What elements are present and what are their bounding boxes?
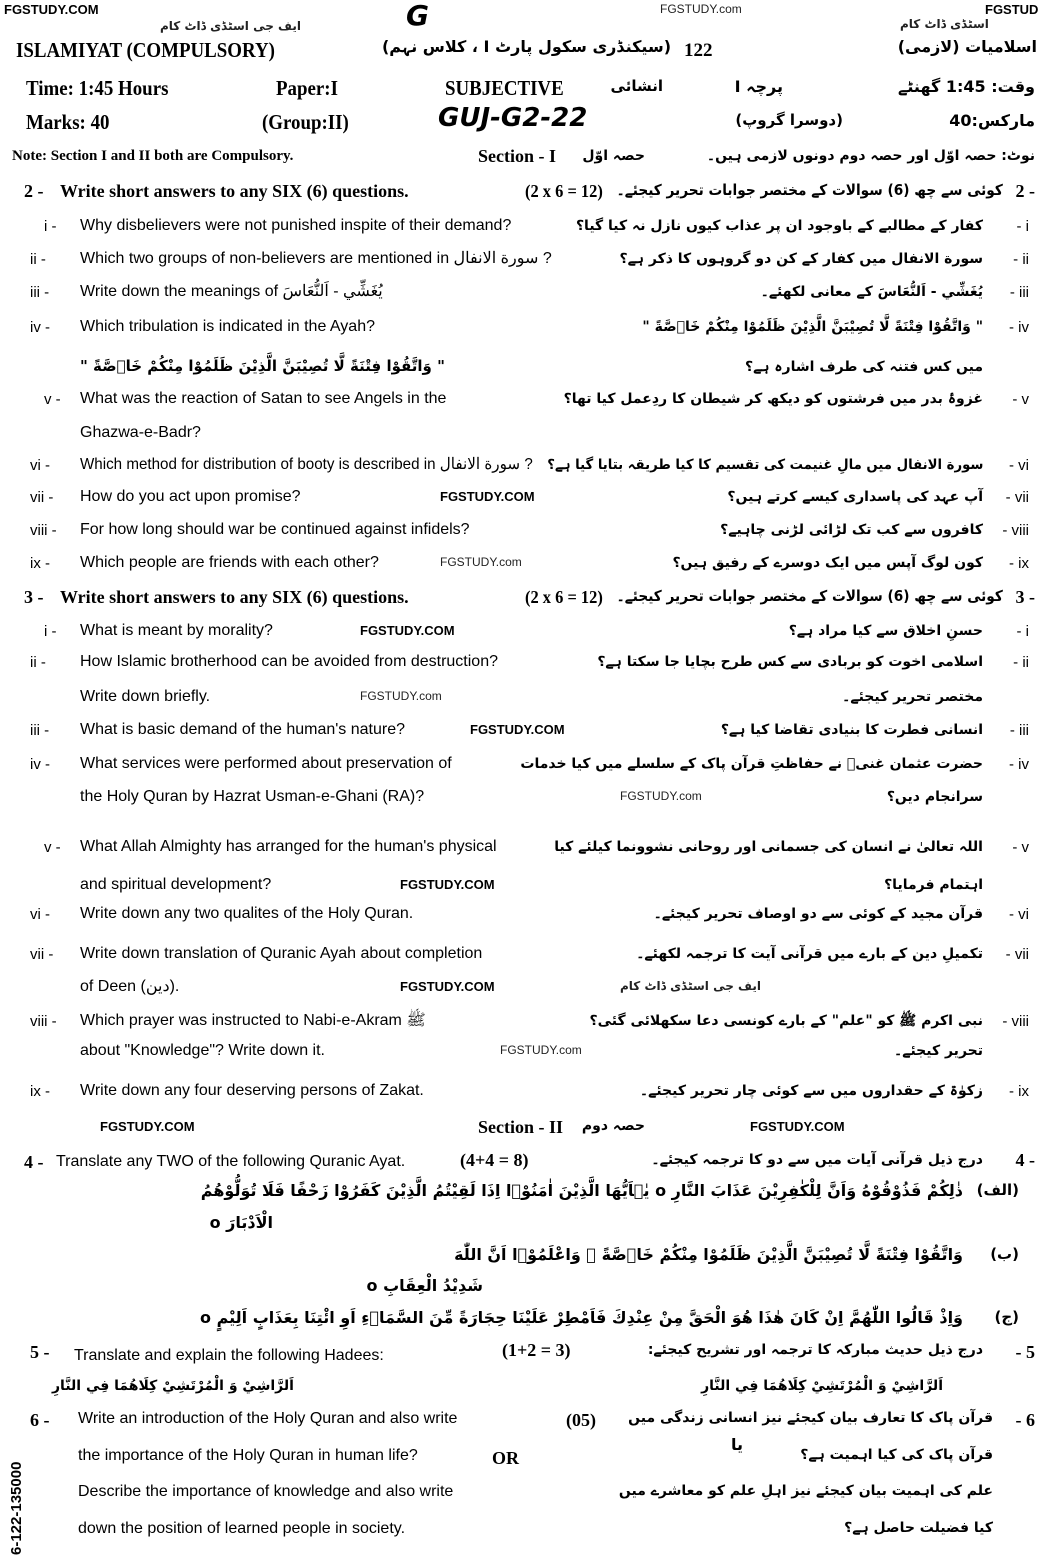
- q2-item-number-ur: iii -: [1009, 284, 1029, 301]
- q6-text-ur: علم کی اہمیت بیان کیجئے نیز اہلِ علم کو معاشرے میں: [618, 1483, 993, 1499]
- q3-item-number-ur: iv -: [1008, 756, 1029, 773]
- q5-title-en: Translate and explain the following Hadees:: [74, 1347, 384, 1364]
- q3-item-text-en: Write down translation of Quranic Ayah about completion: [80, 945, 483, 962]
- q6-number-ur: - 6: [1015, 1410, 1035, 1430]
- q2-item-number-ur: iv -: [1008, 319, 1029, 336]
- watermark: FGSTUDY.com: [360, 689, 442, 703]
- q4-number-ur: 4 -: [1015, 1150, 1035, 1170]
- q2-item-text-ur: آپ عہد کی پاسداری کیسے کرتے ہیں؟: [727, 489, 983, 505]
- q3-item-text-ur: تکمیلِ دین کے بارے میں قرآنی آیت کا ترجمہ لکھئے۔: [636, 946, 983, 962]
- handwritten-mark: G: [406, 0, 429, 32]
- watermark: FGSTUDY.COM: [750, 1119, 845, 1134]
- side-code: 6-122-135000: [8, 1461, 25, 1555]
- q2-item-text-ur: سورة الانفال میں کفار کے کن دو گروہوں کا ذکر ہے؟: [619, 251, 983, 267]
- q2-item-number-ur: v -: [1012, 391, 1029, 408]
- q3-item-text-ur: سرانجام دیں؟: [886, 789, 983, 805]
- watermark: FGSTUDY.COM: [440, 489, 535, 504]
- q3-item-number: vi -: [30, 906, 50, 923]
- watermark: FGSTUDY.COM: [4, 2, 99, 17]
- q2-item-number-ur: ix -: [1008, 555, 1029, 572]
- q2-item-number-ur: vi -: [1008, 457, 1029, 474]
- q2-marks: (2 x 6 = 12): [525, 181, 603, 201]
- q5-title-ur: درج ذیل حدیث مبارکہ کا ترجمہ اور تشریح کیجئے:: [647, 1342, 983, 1358]
- ayah-label: (ج): [994, 1308, 1019, 1326]
- q2-item-text-ur: کافروں سے کب تک لڑائی لڑنی چاہیے؟: [720, 522, 983, 538]
- q3-item-number: i -: [44, 623, 57, 640]
- note-en: Note: Section I and II both are Compulsory.: [12, 148, 294, 164]
- q2-item-number: vi -: [30, 457, 50, 474]
- q3-item-text-en: Write down briefly.: [80, 688, 211, 705]
- q2-item-text-ur: " وَاتَّقُوْا فِتْنَةً لَّا تُصِيْبَنَّ الَّذِيْنَ ظَلَمُوْا مِنْكُمْ خَاۗصَّةً ": [642, 319, 983, 335]
- q3-item-text-ur: انسانی فطرت کا بنیادی تقاضا کیا ہے؟: [720, 722, 983, 738]
- hadees-text-en-side: اَلرَّاشِيْ وَ الْمُرْتَشِيْ كِلَاهُمَا فِي النَّارِ: [52, 1378, 294, 1394]
- paper-ur: پرچہ I: [734, 77, 783, 96]
- q4-title-en: Translate any TWO of the following Quranic Ayat.: [56, 1153, 406, 1170]
- q3-item-text-en: Write down any four deserving persons of Zakat.: [80, 1082, 424, 1099]
- q2-item-text-en: Which tribulation is indicated in the Ayah?: [80, 318, 375, 335]
- q4-marks: (4+4 = 8): [460, 1150, 529, 1170]
- q3-item-text-en: and spiritual development?: [80, 876, 272, 893]
- q2-item-number: vii -: [30, 489, 54, 506]
- q2-item-text-en: Which two groups of non-believers are mentioned in سورة الانفال ?: [80, 250, 552, 267]
- q3-item-number: v -: [44, 839, 61, 856]
- q6-text-en: down the position of learned people in society.: [78, 1520, 406, 1537]
- quranic-ayah-text: وَاتَّقُوْا فِتْنَةً لَّا تُصِيْبَنَّ الَّذِيْنَ ظَلَمُوْا مِنْكُمْ خَاۗصَّةً ۚ وَاعْلَمُوْۤا اَنَّ اللّٰهَ: [454, 1245, 963, 1264]
- ayah-label: (الف): [976, 1181, 1019, 1199]
- q2-item-text-en: " وَاتَّقُوْا فِتْنَةً لَّا تُصِيْبَنَّ الَّذِيْنَ ظَلَمُوْا مِنْكُمْ خَاۗصَّةً ": [80, 357, 445, 375]
- q6-text-en: Write an introduction of the Holy Quran and also write: [78, 1410, 458, 1427]
- q2-item-number: iii -: [30, 284, 50, 301]
- q2-item-text-ur: کفار کے مطالبے کے باوجود ان پر عذاب کیوں نازل نہ کیا گیا؟: [575, 218, 983, 234]
- q2-item-number: i -: [44, 218, 57, 235]
- quranic-ayah-text: ذٰلِكُمْ فَذُوْقُوْهُ وَاَنَّ لِلْكٰفِرِيْنَ عَذَابَ النَّارِ o يٰۤاَيُّهَا الَّذِيْنَ اٰمَنُوْۤا اِذَا لَقِيْتُمُ الَّذِيْنَ كَفَرُوْا زَحْفًا فَلَا تُوَلُّوْهُمُ: [200, 1181, 963, 1200]
- q3-item-text-ur: مختصر تحریر کیجئے۔: [842, 689, 983, 705]
- watermark: FGSTUDY.COM: [470, 722, 565, 737]
- q2-item-text-en: What was the reaction of Satan to see Angels in the: [80, 390, 447, 407]
- q2-item-text-en: Ghazwa-e-Badr?: [80, 424, 201, 441]
- marks-ur: مارکس:40: [949, 111, 1035, 130]
- section2-ur: حصہ دوم: [581, 1118, 645, 1134]
- q3-item-number-ur: viii -: [1002, 1013, 1029, 1030]
- section1-en: Section - I: [478, 146, 556, 166]
- time-ur: وقت: 1:45 گھنٹے: [898, 77, 1035, 96]
- handwritten-code: GUJ-G2-22: [438, 103, 588, 133]
- q2-item-number: ii -: [30, 251, 46, 268]
- q3-item-text-en: about "Knowledge"? Write down it.: [80, 1042, 325, 1059]
- q3-item-number-ur: iii -: [1009, 722, 1029, 739]
- group-en: (Group:II): [262, 110, 349, 134]
- hadees-text-ur-side: اَلرَّاشِيْ وَ الْمُرْتَشِيْ كِلَاهُمَا فِي النَّارِ: [701, 1378, 943, 1394]
- q3-item-text-en: What is meant by morality?: [80, 622, 273, 639]
- q2-item-number-ur: vii -: [1005, 489, 1029, 506]
- q2-item-number-ur: i -: [1016, 218, 1029, 235]
- note-ur: نوٹ: حصہ اوّل اور حصہ دوم دونوں لازمی ہیں۔: [706, 148, 1035, 164]
- q2-item-text-en: Why disbelievers were not punished inspite of their demand?: [80, 217, 512, 234]
- q4-number: 4 -: [24, 1152, 44, 1172]
- q5-number: 5 -: [30, 1342, 50, 1362]
- ayah-label: (ب): [990, 1245, 1019, 1263]
- q3-item-number-ur: v -: [1012, 839, 1029, 856]
- q2-item-text-ur: کون لوگ آپس میں ایک دوسرے کے رفیق ہیں؟: [672, 555, 983, 571]
- q3-item-number-ur: ix -: [1008, 1083, 1029, 1100]
- quranic-ayah-text: الْاَدْبَارَ o: [209, 1213, 273, 1232]
- q3-item-text-ur: اہتمام فرمایا؟: [884, 877, 983, 893]
- q4-title-ur: درج ذیل قرآنی آیات میں سے دو کا ترجمہ کیجئے۔: [651, 1152, 983, 1168]
- q3-item-number: ix -: [30, 1083, 50, 1100]
- q3-item-number: iii -: [30, 722, 50, 739]
- q3-item-number-ur: ii -: [1013, 654, 1029, 671]
- watermark: FGSTUDY.COM: [400, 877, 495, 892]
- watermark: FGSTUDY.com: [620, 789, 702, 803]
- section2-en: Section - II: [478, 1117, 563, 1137]
- watermark: ایف جی اسٹڈی ڈاٹ کام: [620, 979, 761, 993]
- q3-item-text-ur: اللہ تعالیٰ نے انسان کی جسمانی اور روحانی نشوونما کیلئے کیا: [554, 839, 983, 855]
- q6-marks: (05): [566, 1410, 596, 1430]
- watermark: FGSTUDY.COM: [100, 1119, 195, 1134]
- quranic-ayah-text: شَدِيْدُ الْعِقَابِ o: [366, 1276, 483, 1295]
- watermark: FGSTUDY.COM: [400, 979, 495, 994]
- q3-item-text-en: What Allah Almighty has arranged for the human's physical: [80, 838, 497, 855]
- watermark: FGSTUDY.com: [440, 555, 522, 569]
- q3-item-number: iv -: [30, 756, 50, 773]
- q3-item-text-ur: اسلامی اخوت کو بربادی سے کس طرح بچایا جا سکتا ہے؟: [597, 654, 983, 670]
- q2-item-number-ur: ii -: [1013, 251, 1029, 268]
- q3-marks: (2 x 6 = 12): [525, 587, 603, 607]
- q3-item-text-en: How Islamic brotherhood can be avoided from destruction?: [80, 653, 498, 670]
- q6-or: OR: [492, 1448, 519, 1468]
- subject-title-ur: اسلامیات (لازمی): [897, 37, 1037, 56]
- q2-item-text-en: How do you act upon promise?: [80, 488, 301, 505]
- subject-title-en: ISLAMIYAT (COMPULSORY): [16, 38, 275, 62]
- q2-item-text-en: Write down the meanings of يُغَشِّي - اَلنُّعَاسَ: [80, 283, 383, 300]
- type-en: SUBJECTIVE: [445, 76, 564, 100]
- q3-item-number-ur: vi -: [1008, 906, 1029, 923]
- q2-number: 2 -: [24, 181, 44, 201]
- q3-item-number: vii -: [30, 946, 54, 963]
- q3-number: 3 -: [24, 587, 44, 607]
- q3-item-text-en: the Holy Quran by Hazrat Usman-e-Ghani (RA)?: [80, 788, 425, 805]
- q3-item-text-ur: تحریر کیجئے۔: [894, 1043, 983, 1059]
- q3-item-text-ur: قرآن مجید کے کوئی سے دو اوصاف تحریر کیجئے۔: [653, 906, 983, 922]
- q2-title-ur: کوئی سے چھ (6) سوالات کے مختصر جوابات تحریر کیجئے۔: [616, 181, 1003, 199]
- class-title-ur: (سیکنڈری سکول پارٹ I ، کلاس نہم): [381, 37, 671, 56]
- section1-ur: حصہ اوّل: [582, 148, 645, 164]
- paper-en: Paper:I: [276, 76, 338, 100]
- q3-item-number-ur: vii -: [1005, 946, 1029, 963]
- paper-code: 122: [684, 40, 713, 61]
- quranic-ayah-text: وَاِذْ قَالُوا اللّٰهُمَّ اِنْ كَانَ هٰذَا هُوَ الْحَقَّ مِنْ عِنْدِكَ فَاَمْطِرْ عَلَيْنَا حِجَارَةً مِّنَ السَّمَاۗءِ اَوِ ائْتِنَا بِعَذَابٍ اَلِيْمٍ o: [200, 1308, 963, 1327]
- q6-or-ur: یا: [730, 1435, 743, 1454]
- q6-text-ur: قرآن پاک کا تعارف بیان کیجئے نیز انسانی زندگی میں: [628, 1410, 993, 1426]
- q6-text-ur: قرآن پاک کی کیا اہمیت ہے؟: [800, 1447, 993, 1463]
- q2-item-number: v -: [44, 391, 61, 408]
- q3-item-number: ii -: [30, 654, 46, 671]
- group-ur: (دوسرا گروپ): [735, 111, 843, 129]
- q3-item-text-ur: زکوٰۃ کے حقداروں میں سے کوئی چار تحریر کیجئے۔: [639, 1083, 983, 1099]
- q3-number-ur: 3 -: [1015, 587, 1035, 607]
- q6-text-en: the importance of the Holy Quran in human life?: [78, 1447, 418, 1464]
- q2-title-en: Write short answers to any SIX (6) questions.: [60, 181, 409, 201]
- type-ur: انشائی: [610, 77, 663, 95]
- q3-item-text-en: Which prayer was instructed to Nabi-e-Akram ﷺ: [80, 1012, 426, 1029]
- q2-item-number-ur: viii -: [1002, 522, 1029, 539]
- q3-item-text-en: Write down any two qualites of the Holy Quran.: [80, 905, 414, 922]
- q2-item-text-ur: میں کس فتنہ کی طرف اشارہ ہے؟: [744, 359, 983, 375]
- q2-item-text-ur: يُغَشِّي - اَلنُّعَاسَ کے معانی لکھئے۔: [760, 284, 983, 300]
- q3-item-text-en: What is basic demand of the human's nature?: [80, 721, 406, 738]
- q2-item-text-en: For how long should war be continued against infidels?: [80, 521, 470, 538]
- watermark: FGSTUDY.com: [660, 2, 742, 16]
- q2-item-number: iv -: [30, 319, 50, 336]
- q2-item-text-en: Which people are friends with each other?: [80, 554, 379, 571]
- watermark: FGSTUDY.com: [500, 1043, 582, 1057]
- watermark: اسٹڈی ڈاٹ کام: [900, 17, 989, 31]
- q6-number: 6 -: [30, 1410, 50, 1430]
- watermark: FGSTUD: [985, 2, 1039, 17]
- q3-item-number: viii -: [30, 1013, 57, 1030]
- q3-item-text-ur: نبی اکرم ﷺ کو "علم" کے بارے کونسی دعا سکھلائی گئی؟: [589, 1013, 983, 1029]
- q2-item-text-en: Which method for distribution of booty is described in سورة الانفال ?: [80, 456, 533, 473]
- q3-item-text-ur: حسنِ اخلاق سے کیا مراد ہے؟: [788, 623, 983, 639]
- q2-item-number: ix -: [30, 555, 50, 572]
- q6-text-ur: کیا فضیلت حاصل ہے؟: [844, 1520, 993, 1536]
- q3-item-text-en: What services were performed about preservation of: [80, 755, 452, 772]
- marks-en: Marks: 40: [26, 110, 110, 134]
- q3-title-ur: کوئی سے چھ (6) سوالات کے مختصر جوابات تحریر کیجئے۔: [616, 587, 1003, 605]
- q3-item-text-en: of Deen (دین).: [80, 978, 180, 995]
- time-en: Time: 1:45 Hours: [26, 76, 169, 100]
- q2-item-text-ur: غزوۂ بدر میں فرشتوں کو دیکھ کر شیطان کا ردِعمل کیا تھا؟: [563, 391, 983, 407]
- q3-title-en: Write short answers to any SIX (6) questions.: [60, 587, 409, 607]
- q2-item-text-ur: سورة الانفال میں مالِ غنیمت کی تقسیم کا کیا طریقہ بتایا گیا ہے؟: [546, 457, 983, 473]
- q3-item-number-ur: i -: [1016, 623, 1029, 640]
- watermark: ایف جی اسٹڈی ڈاٹ کام: [160, 19, 301, 33]
- watermark: FGSTUDY.COM: [360, 623, 455, 638]
- q2-number-ur: 2 -: [1015, 181, 1035, 201]
- q3-item-text-ur: حضرت عثمان غنیؓ نے حفاظتِ قرآن پاک کے سلسلے میں کیا خدمات: [520, 756, 983, 772]
- q6-text-en: Describe the importance of knowledge and also write: [78, 1483, 454, 1500]
- q2-item-number: viii -: [30, 522, 57, 539]
- q5-number-ur: - 5: [1015, 1342, 1035, 1362]
- q5-marks: (1+2 = 3): [502, 1340, 571, 1360]
